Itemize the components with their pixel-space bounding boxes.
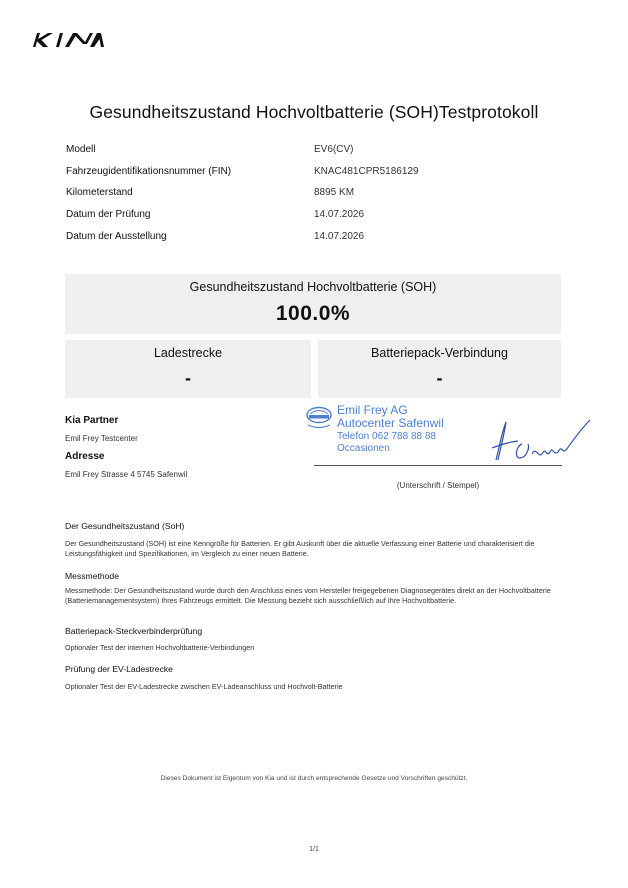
- partner-heading: Kia Partner: [65, 415, 119, 426]
- footer-legal: Dieses Dokument ist Eigentum von Kia und ist durch entsprechende Gesetze und Vorschriften geschützt.: [160, 775, 468, 782]
- info-label: Datum der Prüfung: [66, 209, 151, 220]
- section-text-steckverbinder: Optionaler Test der internen Hochvoltbatterie-Verbindungen: [65, 643, 255, 652]
- info-row-datum-pruefung: [66, 209, 566, 227]
- info-label: Kilometerstand: [66, 187, 133, 198]
- stamp-line: Autocenter Safenwil: [337, 416, 444, 430]
- stamp-line: Occasionen: [337, 443, 390, 454]
- section-heading-ladestrecke: Prüfung der EV-Ladestrecke: [65, 664, 173, 674]
- page-number: 1/1: [309, 846, 319, 853]
- info-value: 14.07.2026: [314, 209, 365, 220]
- batteriepack-value: -: [436, 368, 443, 388]
- signature-line: [314, 465, 562, 466]
- section-text-soh: Der Gesundheitszustand (SOH) ist eine Kenngröße für Batterien. Er gibt Auskunft über die aktuelle Verfassung einer Batterie und charakterisiert die Leistungsfähigkeit und Spezifikationen, im Vergleich zu einer neuen Batterie.: [65, 539, 535, 558]
- signature-caption: (Unterschrift / Stempel): [396, 481, 480, 490]
- ladestrecke-panel: [65, 340, 311, 398]
- info-label: Modell: [66, 144, 96, 155]
- info-label: Datum der Ausstellung: [66, 231, 167, 242]
- address-value: Emil Frey Strasse 4 5745 Safenwil: [65, 470, 188, 479]
- info-value: EV6(CV): [314, 144, 354, 155]
- section-heading-steckverbinder: Batteriepack-Steckverbinderprüfung: [65, 626, 203, 636]
- info-row-kilometerstand: [66, 187, 566, 205]
- info-row-datum-ausstellung: [66, 231, 566, 249]
- batteriepack-panel: [318, 340, 561, 398]
- soh-label: Gesundheitszustand Hochvoltbatterie (SOH): [189, 280, 437, 294]
- info-row-modell: [66, 144, 566, 162]
- address-heading: Adresse: [65, 451, 105, 462]
- info-label: Fahrzeugidentifikationsnummer (FIN): [66, 166, 232, 177]
- partner-name: Emil Frey Testcenter: [65, 434, 138, 443]
- dealer-stamp: [304, 403, 474, 455]
- kia-logo: [32, 30, 106, 48]
- soh-value: 100.0%: [275, 302, 351, 325]
- stamp-line: Emil Frey AG: [337, 403, 408, 417]
- emil-frey-logo-icon: [304, 405, 334, 433]
- signature: [488, 414, 598, 466]
- section-heading-messmethode: Messmethode: [65, 571, 119, 581]
- info-row-fin: [66, 166, 566, 184]
- section-text-messmethode: Messmethode: Der Gesundheitszustand wurde durch den Anschluss eines vom Hersteller freigegebenen Diagnosegerätes direkt an der Hochvoltbatterie (Batteriemanagementsystem) Ihres Fahrzeugs ermittelt. Die Messung bezieht sich ausschließlich auf Ihre Hochvoltbatterie.: [65, 586, 551, 605]
- info-value: 8895 KM: [314, 187, 355, 198]
- ladestrecke-label: Ladestrecke: [153, 346, 223, 360]
- section-heading-soh: Der Gesundheitszustand (SoH): [65, 521, 185, 531]
- page-title: Gesundheitszustand Hochvoltbatterie (SOH)Testprotokoll: [89, 102, 539, 122]
- section-text-ladestrecke: Optionaler Test der EV-Ladestrecke zwischen EV-Ladeanschluss und Hochvolt-Batterie: [65, 682, 343, 691]
- info-value: 14.07.2026: [314, 231, 365, 242]
- stamp-line: Telefon 062 788 88 88: [337, 431, 436, 442]
- info-value: KNAC481CPR5186129: [314, 166, 419, 177]
- ladestrecke-value: -: [185, 368, 191, 388]
- soh-panel: [65, 274, 561, 336]
- batteriepack-label: Batteriepack-Verbindung: [371, 346, 508, 360]
